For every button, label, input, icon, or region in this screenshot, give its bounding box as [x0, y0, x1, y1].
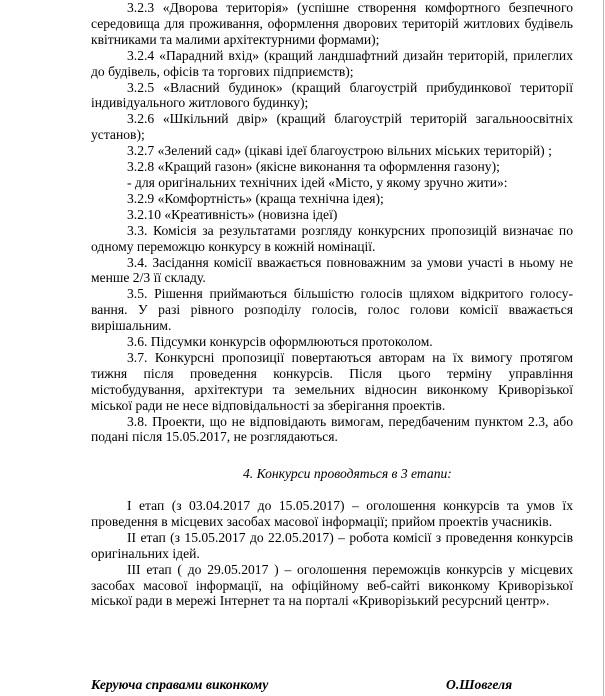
- paragraph-3-2-3: 3.2.3 «Дворова територія» (успішне створення комфортного безпечного середовища для проживання, оформлення дворових територій житлових будівель квітниками та малими архітектурними формами);: [91, 0, 573, 47]
- signature-name: О.Шовгеля: [446, 677, 513, 692]
- paragraph-3-3: 3.3. Комісія за результатами розгляду конкурсних пропозицій визначає по одному переможцю конкурсу в кожній номінації.: [91, 222, 573, 254]
- paragraph-3-2-10: 3.2.10 «Креативність» (новизна ідеї): [127, 206, 338, 222]
- paragraph-list: [91, 0, 573, 445]
- stage-3: ІІІ етап ( до 29.05.2017 ) – оголошення переможців конкурсів у місцевих засобах масової інформації, на офіційному веб-сайті виконкому Криворізької міської ради в мережі Інтернет та на порталі «Криворізький ресурсний центр».: [91, 561, 573, 609]
- paragraph-technical-ideas: - для оригінальних технічних ідей «Місто, у якому зручно жити»:: [127, 174, 508, 190]
- stage-1: І етап (з 03.04.2017 до 15.05.2017) – оголошення конкурсів та умов їх проведення в місцевих засобах масової інформації; прийом проектів учасників.: [91, 498, 573, 529]
- paragraph-3-6: 3.6. Підсумки конкурсів оформлюються протоколом.: [127, 334, 433, 350]
- paragraph-3-2-9: 3.2.9 «Комфортність» (краща технічна ідея);: [127, 190, 384, 206]
- stage-list: [91, 498, 573, 609]
- paragraph-3-2-7: 3.2.7 «Зелений сад» (цікаві ідеї благоустрою вільних міських територій) ;: [127, 143, 552, 159]
- stage-2: ІІ етап (з 15.05.2017 до 22.05.2017) – робота комісії з проведення конкурсів оригінальних ідей.: [91, 529, 573, 561]
- paragraph-3-2-4: 3.2.4 «Парадний вхід» (кращий ландшафтний дизайн територій, прилеглих до будівель, офісів та торгових підприємств);: [91, 47, 573, 79]
- paragraph-3-2-5: 3.2.5 «Власний будинок» (кращий благоустрій прибудинкової території індивідуального житлового будинку);: [91, 79, 573, 111]
- signature-position: Керуюча справами виконкому: [91, 677, 269, 692]
- section-heading: 4. Конкурси проводяться в 3 етапи:: [243, 466, 452, 481]
- paragraph-3-7: 3.7. Конкурсні пропозиції повертаються авторам на їх вимогу протягом тижня після проведення конкурсів. Після цього терміну управління містобудування, архітектури та земельних відносин виконкому Криворізької міської ради не несе відповідальності за зберігання проектів.: [91, 349, 573, 413]
- paragraph-3-2-6: 3.2.6 «Шкільний двір» (кращий благоустрій територій загальноосвітніх установ);: [91, 111, 573, 143]
- paragraph-3-5: 3.5. Рішення приймаються більшістю голосів щляхом відкритого голосу-вання. У разі рівного розподілу голосів, голос голови комісії вважається вирішальним.: [91, 286, 573, 334]
- paragraph-3-8: 3.8. Проекти, що не відповідають вимогам, передбаченим пунктом 2.3, або подані після 15.05.2017, не розглядаються.: [91, 413, 573, 445]
- paragraph-3-4: 3.4. Засідання комісії вважається повноважним за умови участі в ньому не менше 2/3 її складу.: [91, 254, 573, 286]
- paragraph-3-2-8: 3.2.8 «Кращий газон» (якісне виконання та оформлення газону);: [127, 159, 500, 175]
